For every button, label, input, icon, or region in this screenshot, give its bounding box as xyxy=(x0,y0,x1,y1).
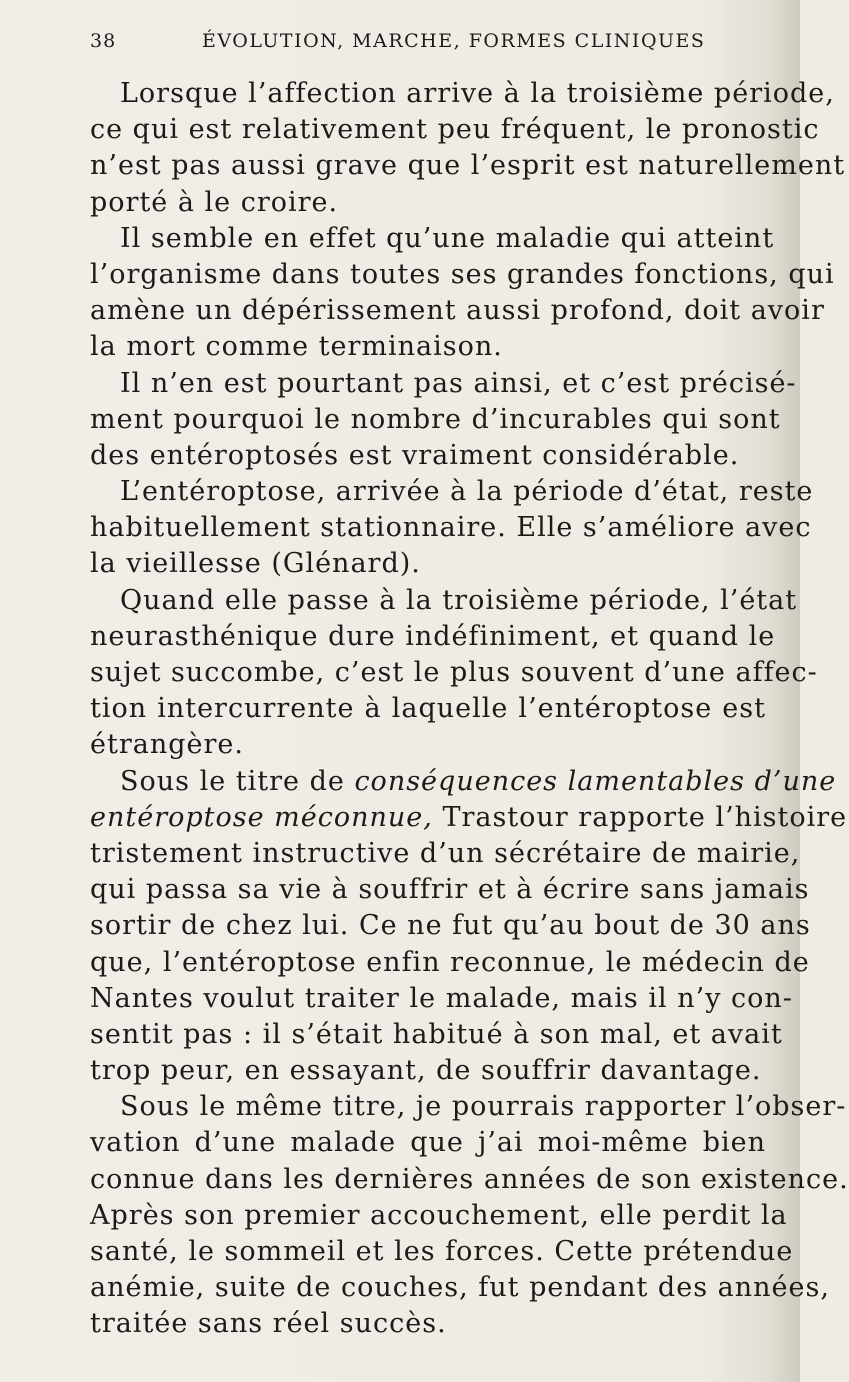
text-line: sentit pas : il s’était habitué à son mal, et avait xyxy=(90,1018,783,1050)
text-line: trop peur, en essayant, de souffrir davantage. xyxy=(90,1055,762,1087)
text-line: Sous le même titre, je pourrais rapporter l’obser- xyxy=(120,1091,847,1123)
text-line xyxy=(90,800,848,836)
text-line: santé, le sommeil et les forces. Cette prétendue xyxy=(90,1236,794,1267)
text-line: la mort comme terminaison. xyxy=(90,331,503,363)
text-line: tion intercurrente à laquelle l’entéroptose est xyxy=(90,693,766,725)
text-line: ce qui est relativement peu fréquent, le pronostic xyxy=(90,114,820,146)
text-line: vation d’une malade que j’ai moi-même bien xyxy=(90,1127,766,1159)
text-line: sujet succombe, c’est le plus souvent d’une affec- xyxy=(90,657,818,688)
line-text: Sous le titre de xyxy=(120,765,355,797)
running-head: ÉVOLUTION, MARCHE, FORMES CLINIQUES xyxy=(202,30,706,52)
text-line: la vieillesse (Glénard). xyxy=(90,548,421,580)
text-line: sortir de chez lui. Ce ne fut qu’au bout de 30 ans xyxy=(90,910,811,942)
text-line: habituellement stationnaire. Elle s’améliore avec xyxy=(90,512,812,544)
text-line xyxy=(90,764,837,800)
page-number: 38 xyxy=(90,30,117,52)
text-line: Quand elle passe à la troisième période, l’état xyxy=(120,584,798,616)
text-line: traitée sans réel succès. xyxy=(90,1308,447,1340)
text-line: ment pourquoi le nombre d’incurables qui sont xyxy=(90,403,781,435)
text-line: Après son premier accouchement, elle perdit la xyxy=(90,1199,788,1231)
text-line: Nantes voulut traiter le malade, mais il n’y con- xyxy=(90,982,793,1014)
italic-text: conséquences lamentables d’une xyxy=(354,765,837,797)
text-line: porté à le croire. xyxy=(90,186,339,218)
text-line: Il n’en est pourtant pas ainsi, et c’est précisé- xyxy=(120,367,797,399)
line-text: Trastour rapporte l’histoire xyxy=(432,801,848,833)
text-line: Lorsque l’affection arrive à la troisième période, xyxy=(120,78,835,109)
text-line: anémie, suite de couches, fut pendant des années, xyxy=(90,1272,830,1304)
text-line: l’organisme dans toutes ses grandes fonctions, qui xyxy=(90,258,835,290)
text-line: neurasthénique dure indéfiniment, et quand le xyxy=(90,620,776,652)
text-line: des entéroptosés est vraiment considérable. xyxy=(90,439,740,471)
text-line: connue dans les dernières années de son existence. xyxy=(90,1163,849,1195)
text-line: Il semble en effet qu’une maladie qui atteint xyxy=(120,222,775,254)
text-line: tristement instructive d’un sécrétaire de mairie, xyxy=(90,837,801,869)
body-text xyxy=(90,76,849,1343)
text-line: qui passa sa vie à souffrir et à écrire sans jamais xyxy=(90,874,810,906)
text-line: amène un dépérissement aussi profond, doit avoir xyxy=(90,295,825,327)
text-line: que, l’entéroptose enfin reconnue, le médecin de xyxy=(90,946,810,978)
italic-text: entéroptose méconnue, xyxy=(90,801,433,833)
text-line: L’entéroptose, arrivée à la période d’état, reste xyxy=(120,476,814,508)
text-line: n’est pas aussi grave que l’esprit est naturellement xyxy=(90,150,846,182)
page-header xyxy=(90,30,706,58)
text-line: étrangère. xyxy=(90,729,244,761)
